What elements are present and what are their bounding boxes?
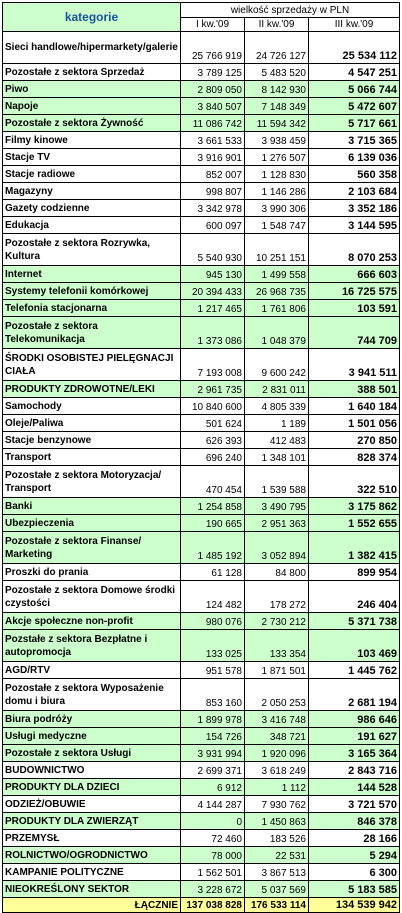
category-cell: NIEOKREŚLONY SEKTOR [3,881,181,898]
value-cell-q2: 26 968 735 [245,283,309,300]
value-cell-q3: 144 528 [309,779,400,796]
table-row [3,432,400,449]
table-row [3,115,400,132]
value-cell-q2: 1 450 863 [245,813,309,830]
table-row [3,217,400,234]
value-cell-q3: 3 721 570 [309,796,400,813]
value-cell-q2: 2 050 253 [245,679,309,711]
value-cell-q2: 7 930 762 [245,796,309,813]
category-cell: Ubezpieczenia [3,515,181,532]
value-cell-q1: 1 217 465 [181,300,245,317]
category-cell: Gazety codzienne [3,200,181,217]
value-cell-q3: 103 469 [309,630,400,662]
category-cell: PRODUKTY DLA ZWIERZĄT [3,813,181,830]
total-value-q3: 134 539 942 [309,898,400,913]
value-cell-q1: 853 160 [181,679,245,711]
value-cell-q1: 133 025 [181,630,245,662]
value-cell-q2: 5 483 520 [245,64,309,81]
total-value-q1: 137 038 828 [181,898,245,913]
value-cell-q2: 3 490 795 [245,498,309,515]
category-cell: Filmy kinowe [3,132,181,149]
category-cell: Pozostałe z sektora Motoryzacja/ Transport [3,466,181,498]
value-cell-q3: 3 352 186 [309,200,400,217]
category-cell: Stacje radiowe [3,166,181,183]
value-cell-q3: 1 640 184 [309,398,400,415]
category-cell: BUDOWNICTWO [3,762,181,779]
value-cell-q2: 1 548 747 [245,217,309,234]
value-cell-q3: 3 941 511 [309,349,400,381]
value-cell-q1: 2 809 050 [181,81,245,98]
value-cell-q1: 1 254 858 [181,498,245,515]
table-row [3,200,400,217]
value-cell-q1: 4 144 287 [181,796,245,813]
value-cell-q1: 3 228 672 [181,881,245,898]
value-cell-q3: 6 300 [309,864,400,881]
value-cell-q3: 270 850 [309,432,400,449]
value-cell-q2: 3 990 306 [245,200,309,217]
value-cell-q3: 3 715 365 [309,132,400,149]
total-label: ŁĄCZNIE [3,898,181,913]
value-cell-q2: 3 867 513 [245,864,309,881]
value-cell-q2: 178 272 [245,581,309,613]
value-cell-q2: 1 189 [245,415,309,432]
table-row [3,830,400,847]
value-cell-q2: 1 276 507 [245,149,309,166]
category-cell: Edukacja [3,217,181,234]
value-cell-q2: 8 142 930 [245,81,309,98]
category-cell: Samochody [3,398,181,415]
value-cell-q1: 1 562 501 [181,864,245,881]
category-cell: AGD/RTV [3,662,181,679]
table-row [3,864,400,881]
value-cell-q3: 25 534 112 [309,32,400,64]
value-cell-q2: 24 726 127 [245,32,309,64]
value-cell-q2: 2 951 363 [245,515,309,532]
table-row [3,466,400,498]
sales-table [2,2,400,913]
table-row [3,32,400,64]
table-row [3,132,400,149]
value-cell-q2: 1 048 379 [245,317,309,349]
value-cell-q1: 2 961 735 [181,381,245,398]
table-body [3,32,400,913]
value-cell-q1: 3 840 507 [181,98,245,115]
table-row [3,415,400,432]
value-cell-q1: 3 916 901 [181,149,245,166]
value-cell-q3: 5 371 738 [309,613,400,630]
value-cell-q1: 78 000 [181,847,245,864]
value-cell-q3: 2 843 716 [309,762,400,779]
category-cell: Akcje społeczne non-profit [3,613,181,630]
table-row [3,728,400,745]
table-row [3,266,400,283]
quarter-header-1: I kw.'09 [181,18,245,32]
category-cell: Telefonia stacjonarna [3,300,181,317]
sales-table-container [2,2,400,913]
value-cell-q2: 1 348 101 [245,449,309,466]
value-cell-q2: 22 531 [245,847,309,864]
table-row [3,662,400,679]
value-cell-q2: 3 416 748 [245,711,309,728]
value-cell-q2: 3 938 459 [245,132,309,149]
category-cell: Proszki do prania [3,564,181,581]
table-row [3,881,400,898]
sales-group-header: wielkość sprzedaży w PLN [181,3,400,18]
table-row [3,98,400,115]
value-cell-q1: 154 726 [181,728,245,745]
category-cell: ODZIEŻ/OBUWIE [3,796,181,813]
value-cell-q1: 852 007 [181,166,245,183]
value-cell-q3: 3 144 595 [309,217,400,234]
value-cell-q1: 501 624 [181,415,245,432]
table-row [3,779,400,796]
table-row [3,166,400,183]
value-cell-q3: 5 294 [309,847,400,864]
value-cell-q2: 1 499 558 [245,266,309,283]
category-cell: Oleje/Paliwa [3,415,181,432]
table-row [3,64,400,81]
category-cell: Piwo [3,81,181,98]
value-cell-q1: 25 766 919 [181,32,245,64]
value-cell-q1: 980 076 [181,613,245,630]
value-cell-q2: 2 831 011 [245,381,309,398]
value-cell-q3: 2 103 684 [309,183,400,200]
value-cell-q2: 5 037 569 [245,881,309,898]
value-cell-q1: 7 193 008 [181,349,245,381]
category-cell: Pozostałe z sektora Telekomunikacja [3,317,181,349]
category-cell: Pozstałe z sektora Bezpłatne i autopromocja [3,630,181,662]
value-cell-q3: 388 501 [309,381,400,398]
value-cell-q2: 9 600 242 [245,349,309,381]
value-cell-q3: 4 547 251 [309,64,400,81]
value-cell-q3: 1 552 655 [309,515,400,532]
value-cell-q3: 666 603 [309,266,400,283]
table-row [3,349,400,381]
category-cell: Pozostałe z sektora Usługi [3,745,181,762]
category-cell: Magazyny [3,183,181,200]
value-cell-q3: 5 183 585 [309,881,400,898]
table-row [3,300,400,317]
value-cell-q3: 846 378 [309,813,400,830]
value-cell-q1: 951 578 [181,662,245,679]
value-cell-q3: 28 166 [309,830,400,847]
value-cell-q3: 828 374 [309,449,400,466]
category-cell: PRODUKTY DLA DZIECI [3,779,181,796]
category-cell: Biura podróży [3,711,181,728]
table-row [3,847,400,864]
value-cell-q3: 16 725 575 [309,283,400,300]
value-cell-q3: 191 627 [309,728,400,745]
value-cell-q1: 1 485 192 [181,532,245,564]
value-cell-q2: 133 354 [245,630,309,662]
quarter-header-2: II kw.'09 [245,18,309,32]
value-cell-q2: 10 251 151 [245,234,309,266]
value-cell-q1: 626 393 [181,432,245,449]
value-cell-q1: 5 540 930 [181,234,245,266]
value-cell-q3: 5 472 607 [309,98,400,115]
table-row [3,381,400,398]
table-row [3,564,400,581]
category-cell: Transport [3,449,181,466]
value-cell-q1: 124 482 [181,581,245,613]
category-cell: Pozostałe z sektora Rozrywka, Kultura [3,234,181,266]
value-cell-q1: 190 665 [181,515,245,532]
category-cell: ROLNICTWO/OGRODNICTWO [3,847,181,864]
table-row [3,81,400,98]
category-cell: Pozostałe z sektora Sprzedaż [3,64,181,81]
total-value-q2: 176 533 114 [245,898,309,913]
value-cell-q3: 8 070 253 [309,234,400,266]
value-cell-q2: 84 800 [245,564,309,581]
value-cell-q2: 7 148 349 [245,98,309,115]
table-row [3,515,400,532]
value-cell-q2: 1 146 286 [245,183,309,200]
value-cell-q3: 2 681 194 [309,679,400,711]
value-cell-q3: 744 709 [309,317,400,349]
category-header: kategorie [3,3,181,32]
table-row [3,679,400,711]
value-cell-q1: 945 130 [181,266,245,283]
value-cell-q2: 1 128 830 [245,166,309,183]
table-row [3,532,400,564]
value-cell-q1: 3 789 125 [181,64,245,81]
value-cell-q2: 1 112 [245,779,309,796]
value-cell-q1: 1 899 978 [181,711,245,728]
quarter-header-3: III kw.'09 [309,18,400,32]
value-cell-q1: 3 342 978 [181,200,245,217]
value-cell-q2: 2 730 212 [245,613,309,630]
table-row [3,581,400,613]
category-cell: Napoje [3,98,181,115]
table-row [3,498,400,515]
value-cell-q3: 1 445 762 [309,662,400,679]
category-cell: Sieci handlowe/hipermarkety/galerie [3,32,181,64]
value-cell-q1: 696 240 [181,449,245,466]
value-cell-q1: 72 460 [181,830,245,847]
category-cell: Systemy telefonii komórkowej [3,283,181,300]
category-cell: PRODUKTY ZDROWOTNE/LEKI [3,381,181,398]
value-cell-q3: 103 591 [309,300,400,317]
category-cell: Banki [3,498,181,515]
category-cell: Pozostałe z sektora Żywność [3,115,181,132]
table-row [3,398,400,415]
table-row [3,234,400,266]
value-cell-q2: 11 594 342 [245,115,309,132]
value-cell-q1: 998 807 [181,183,245,200]
table-row [3,630,400,662]
category-cell: Pozostałe z sektora Wyposażenie domu i biura [3,679,181,711]
category-cell: Pozostałe z sektora Domowe środki czystości [3,581,181,613]
value-cell-q2: 348 721 [245,728,309,745]
value-cell-q3: 560 358 [309,166,400,183]
table-row [3,613,400,630]
value-cell-q3: 1 382 415 [309,532,400,564]
value-cell-q1: 600 097 [181,217,245,234]
table-row [3,283,400,300]
value-cell-q1: 10 840 600 [181,398,245,415]
value-cell-q1: 20 394 433 [181,283,245,300]
value-cell-q3: 1 501 056 [309,415,400,432]
category-cell: ŚRODKI OSOBISTEJ PIELĘGNACJI CIAŁA [3,349,181,381]
value-cell-q1: 470 454 [181,466,245,498]
value-cell-q2: 3 052 894 [245,532,309,564]
value-cell-q3: 6 139 036 [309,149,400,166]
value-cell-q3: 3 165 364 [309,745,400,762]
category-cell: Stacje TV [3,149,181,166]
value-cell-q2: 1 539 588 [245,466,309,498]
value-cell-q3: 5 066 744 [309,81,400,98]
category-cell: Usługi medyczne [3,728,181,745]
table-row [3,449,400,466]
value-cell-q2: 3 618 249 [245,762,309,779]
value-cell-q3: 899 954 [309,564,400,581]
table-row [3,745,400,762]
table-row [3,711,400,728]
value-cell-q3: 3 175 862 [309,498,400,515]
value-cell-q1: 0 [181,813,245,830]
table-row [3,149,400,166]
table-row [3,813,400,830]
table-row [3,762,400,779]
table-row [3,183,400,200]
table-row [3,317,400,349]
value-cell-q3: 322 510 [309,466,400,498]
value-cell-q3: 246 404 [309,581,400,613]
value-cell-q1: 3 661 533 [181,132,245,149]
value-cell-q1: 11 086 742 [181,115,245,132]
value-cell-q3: 5 717 661 [309,115,400,132]
table-row [3,796,400,813]
value-cell-q1: 1 373 086 [181,317,245,349]
category-cell: Internet [3,266,181,283]
value-cell-q1: 6 912 [181,779,245,796]
value-cell-q3: 986 646 [309,711,400,728]
value-cell-q1: 2 699 371 [181,762,245,779]
value-cell-q2: 412 483 [245,432,309,449]
value-cell-q2: 1 761 806 [245,300,309,317]
total-row [3,898,400,913]
value-cell-q2: 183 526 [245,830,309,847]
value-cell-q1: 3 931 994 [181,745,245,762]
category-cell: PRZEMYSŁ [3,830,181,847]
value-cell-q2: 4 805 339 [245,398,309,415]
category-cell: Stacje benzynowe [3,432,181,449]
value-cell-q2: 1 920 096 [245,745,309,762]
value-cell-q1: 61 128 [181,564,245,581]
category-cell: KAMPANIE POLITYCZNE [3,864,181,881]
value-cell-q2: 1 871 501 [245,662,309,679]
category-cell: Pozostałe z sektora Finanse/ Marketing [3,532,181,564]
